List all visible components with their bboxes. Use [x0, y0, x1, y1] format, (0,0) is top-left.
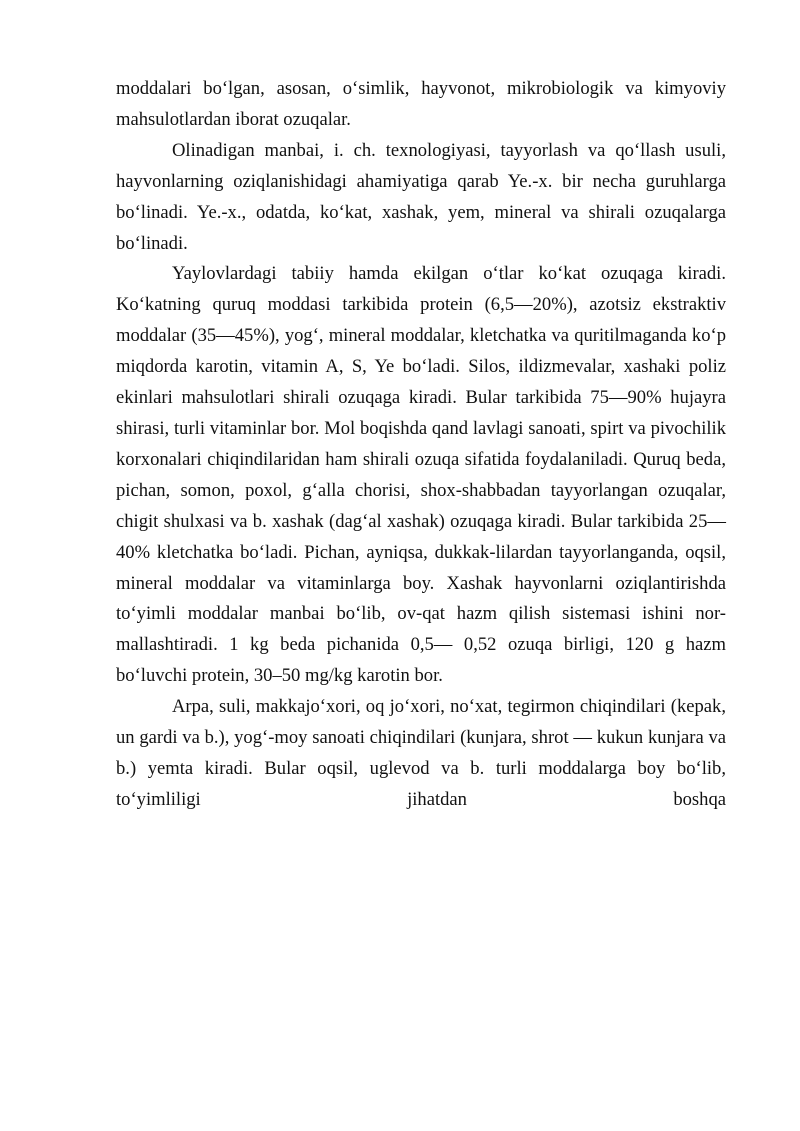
paragraph-4: Arpa, suli, makkajo‘xori, oq jo‘xori, no‘xat, tegirmon chiqindilari (kepak, un gardi va b.), yog‘-moy sanoati chiqindilari (kunjara, shrot — kukun kunjara va b.) yemta kiradi. Bular oqsil, uglevod va b. turli moddalarga boy bo‘lib, to‘yimliligi jihatdan boshqa — [116, 696, 726, 810]
body-text — [116, 74, 726, 816]
paragraph-2: Olinadigan manbai, i. ch. texnologiyasi, tayyorlash va qo‘llash usuli, hayvonlarning oziqlanishidagi ahamiyatiga qarab Ye.-x. bir necha guruhlarga bo‘linadi. Ye.-x., odatda, ko‘kat, xashak, yem, mineral va shirali ozuqalarga bo‘linadi. — [116, 139, 726, 254]
paragraph-1: moddalari bo‘lgan, asosan, o‘simlik, hayvonot, mikrobiologik va kimyoviy mahsulotlardan iborat ozuqalar. — [116, 78, 726, 130]
paragraph-3: Yaylovlardagi tabiiy hamda ekilgan o‘tlar ko‘kat ozuqaga kiradi. Ko‘katning quruq moddasi tarkibida protein (6,5—20%), azotsiz ekstraktiv moddalar (35—45%), yog‘, mineral moddalar, kletchatka va quritilmaganda ko‘p miqdorda karotin, vitamin A, S, Ye bo‘ladi. Silos, ildizmevalar, xashaki poliz ekinlari mahsulotlari shirali ozuqaga kiradi. Bular tarkibida 75—90% hujayra shirasi, turli vitaminlar bor. Mol boqishda qand lavlagi sanoati, spirt va pivochilik korxonalari chiqindilaridan ham shirali ozuqa sifatida foydalaniladi. Quruq beda, pichan, somon, poxol, g‘alla chorisi, shox-shabbadan tayyorlangan ozuqalar, chigit shulxasi va b. xashak (dag‘al xashak) ozuqaga kiradi. Bular tarkibida 25—40% kletchatka bo‘ladi. Pichan, ayniqsa, dukkak-lilardan tayyorlanganda, oqsil, mineral moddalar va vitaminlarga boy. Xashak hayvonlarni oziqlantirishda to‘yimli moddalar manbai bo‘lib, ov-qat hazm qilish sistemasi ishini nor-mallashtiradi. 1 kg beda pichanida 0,5— 0,52 ozuqa birligi, 120 g hazm bo‘luvchi protein, 30–50 mg/kg karotin bor. — [116, 263, 726, 687]
